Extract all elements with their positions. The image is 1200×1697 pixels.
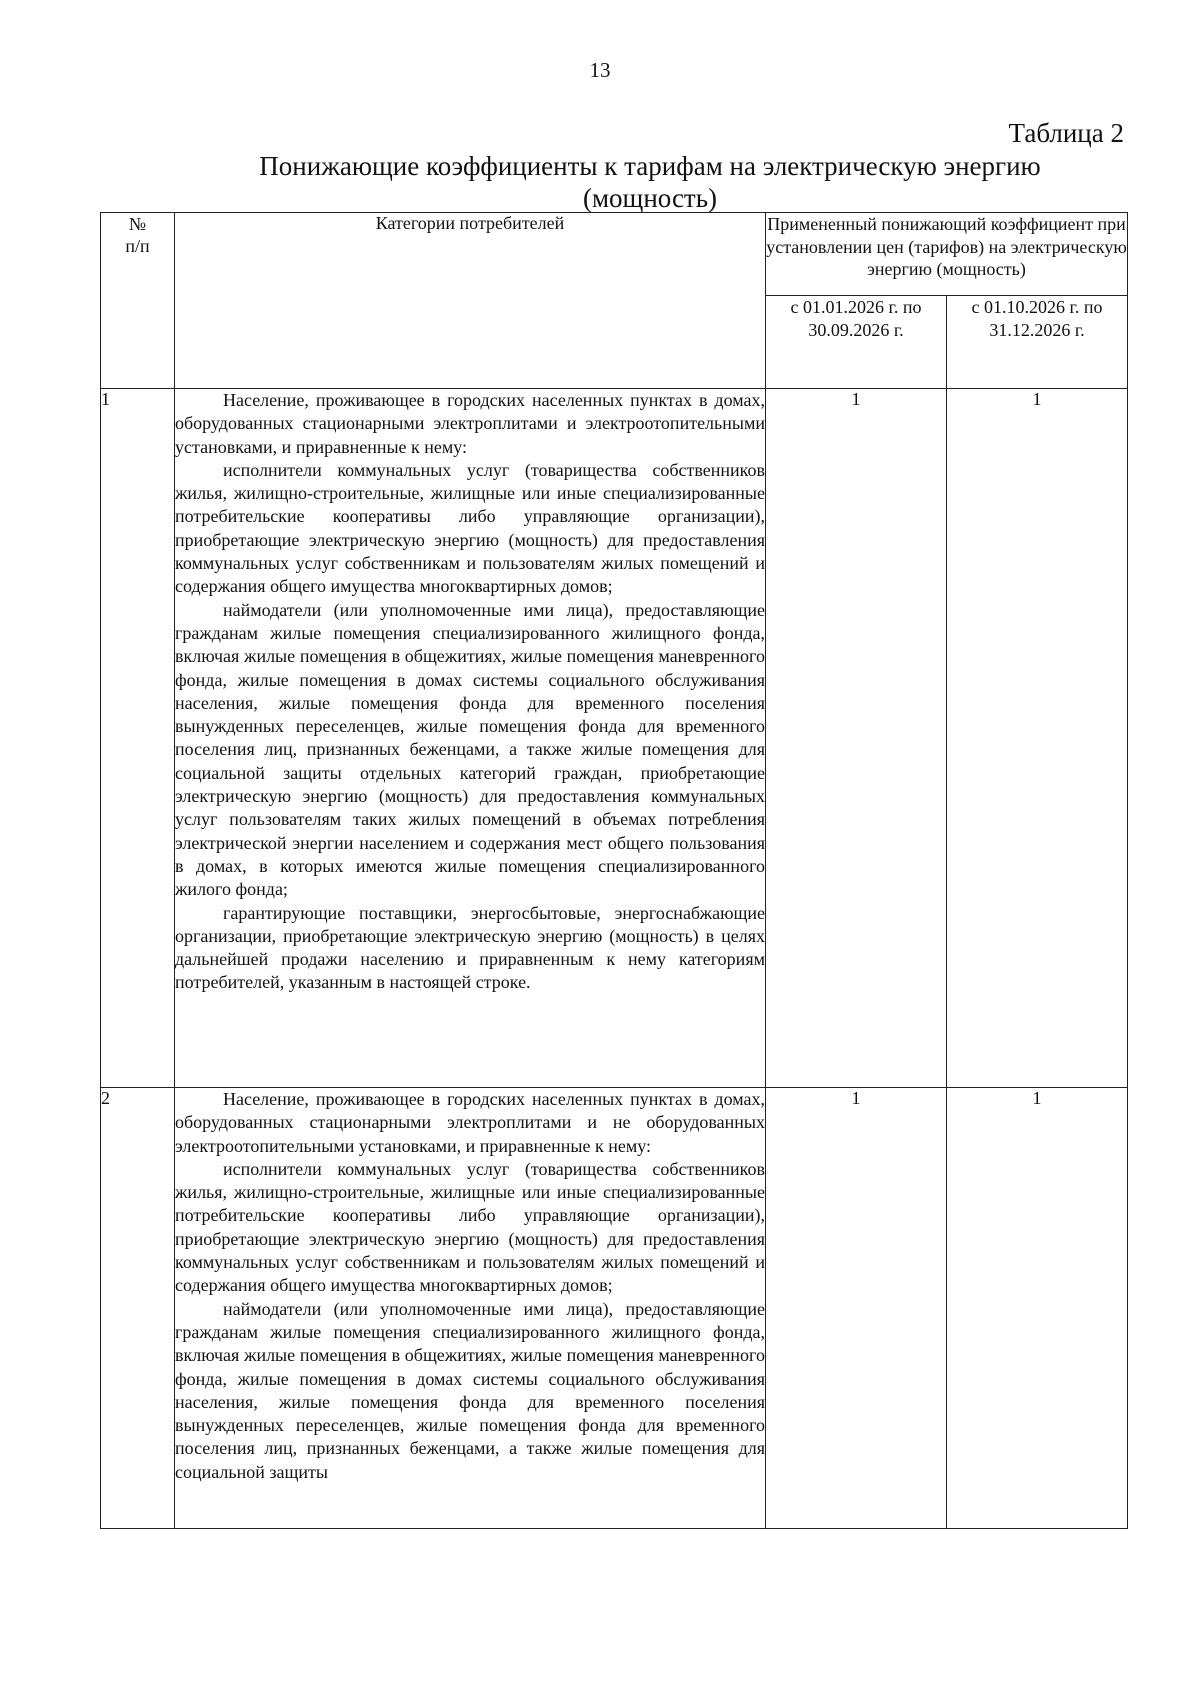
table-header-row [101,213,1128,296]
table-title-line-1: Понижающие коэффициенты к тарифам на электрическую энергию [259,151,1041,181]
category-paragraph: Население, проживающее в городских населенных пунктах в домах, оборудованных стационарными электроплитами и электроотопительными установками, и приравненные к нему: [175,390,765,457]
column-header-number [101,213,175,389]
table-label: Таблица 2 [1008,118,1124,148]
category-paragraph: Население, проживающее в городских населенных пунктах в домах, оборудованных стационарными электроплитами и не оборудованных электроотопительными установками, и приравненные к нему: [175,1089,765,1156]
category-paragraph: исполнители коммунальных услуг (товарищества собственников жилья, жилищно-строительные, жилищные или иные специализированные потребительские кооперативы либо управляющие организации), приобретающие электрическую энергию (мощность) для предоставления коммунальных услуг собственникам и пользователям жилых помещений и содержания общего имущества многоквартирных домов; [175,1158,765,1296]
table-row [101,389,1128,1088]
coefficient-period-2: 1 [947,1088,1128,1529]
table-title-line-2: (мощность) [582,183,718,213]
number-header-line-1: № [128,214,147,234]
page-number: 13 [589,58,611,82]
table-row [101,1088,1128,1529]
column-header-period-2: с 01.10.2026 г. по 31.12.2026 г. [947,296,1128,389]
coefficient-period-1: 1 [766,389,947,1088]
row-number: 2 [101,1088,175,1529]
coefficient-period-2: 1 [947,389,1128,1088]
column-header-categories: Категории потребителей [175,213,766,389]
coefficients-table [100,212,1128,1529]
category-paragraph: наймодатели (или уполномоченные ими лица), предоставляющие гражданам жилые помещения специализированного жилищного фонда, включая жилые помещения в общежитиях, жилые помещения маневренного фонда, жилые помещения в домах системы социального обслуживания населения, жилые помещения фонда для временного поселения вынужденных переселенцев, жилые помещения фонда для временного поселения лиц, признанных беженцами, а также жилые помещения для социальной защиты отдельных категорий граждан, приобретающие электрическую энергию (мощность) для предоставления коммунальных услуг пользователям таких жилых помещений в объемах потребления электрической энергии населением и содержания мест общего пользования в домах, в которых имеются жилые помещения специализированного жилого фонда; [175,599,765,900]
category-paragraph: исполнители коммунальных услуг (товарищества собственников жилья, жилищно-строительные, жилищные или иные специализированные потребительские кооперативы либо управляющие организации), приобретающие электрическую энергию (мощность) для предоставления коммунальных услуг собственникам и пользователям жилых помещений и содержания общего имущества многоквартирных домов; [175,459,765,597]
column-header-period-1: с 01.01.2026 г. по 30.09.2026 г. [766,296,947,389]
category-paragraph: гарантирующие поставщики, энергосбытовые, энергоснабжающие организации, приобретающие электрическую энергию (мощность) в целях дальнейшей продажи населению и приравненным к нему категориям потребителей, указанным в настоящей строке. [175,902,765,993]
category-paragraph: наймодатели (или уполномоченные ими лица), предоставляющие гражданам жилые помещения специализированного жилищного фонда, включая жилые помещения в общежитиях, жилые помещения маневренного фонда, жилые помещения в домах системы социального обслуживания населения, жилые помещения фонда для временного поселения вынужденных переселенцев, жилые помещения фонда для временного поселения лиц, признанных беженцами, а также жилые помещения для социальной защиты [175,1298,765,1482]
row-number: 1 [101,389,175,1088]
category-description [175,1088,766,1529]
category-description [175,389,766,1088]
table-title [200,150,1100,214]
coefficient-period-1: 1 [766,1088,947,1529]
number-header-line-2: п/п [125,236,150,256]
column-header-coefficient: Примененный понижающий коэффициент при установлении цен (тарифов) на электрическую энергию (мощность) [766,213,1128,296]
